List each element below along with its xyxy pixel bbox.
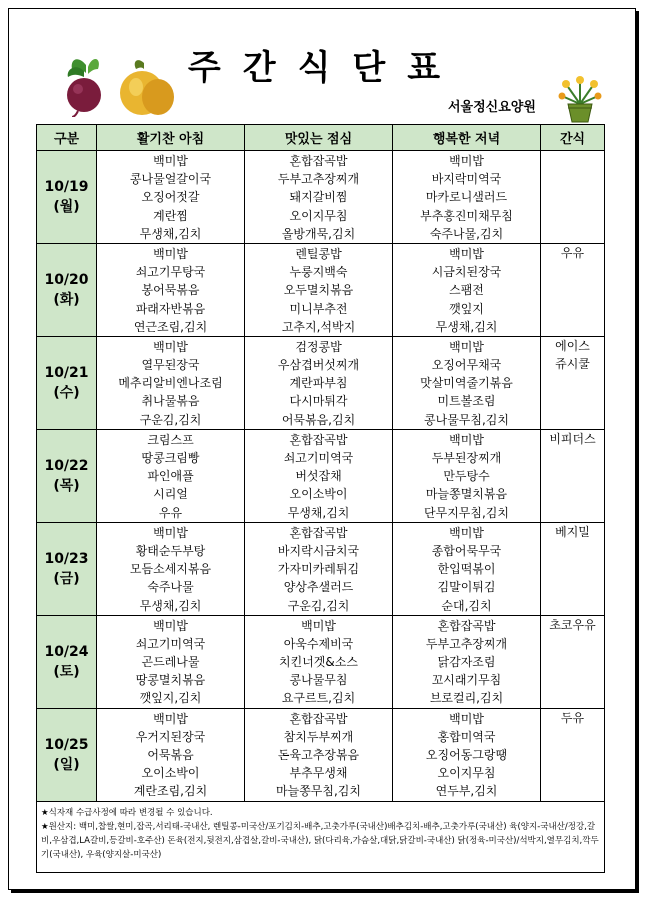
breakfast-cell xyxy=(97,336,245,429)
lunch-menu xyxy=(245,523,392,615)
menu-item: 우유 xyxy=(158,505,183,520)
menu-item: 스팸전 xyxy=(449,283,484,298)
menu-item: 크림스프 xyxy=(147,432,194,447)
menu-item: 계란조림,김치 xyxy=(133,784,208,799)
menu-item: 미니부추전 xyxy=(289,301,348,316)
table-row xyxy=(37,708,605,801)
menu-item: 백미밥 xyxy=(153,525,188,540)
menu-item: 오두멸치볶음 xyxy=(283,283,354,298)
menu-item: 콩나물얼갈이국 xyxy=(129,172,212,187)
table-row xyxy=(37,336,605,429)
menu-item: 홍합미역국 xyxy=(437,729,496,744)
date-cell xyxy=(37,708,97,801)
menu-item: 파인애플 xyxy=(147,469,194,484)
lunch-menu xyxy=(245,430,392,522)
snack-cell xyxy=(541,429,605,522)
snack-item: 에이스 xyxy=(555,338,590,353)
snack-cell xyxy=(541,151,605,244)
dinner-menu xyxy=(393,337,540,429)
table-row xyxy=(37,243,605,336)
lunch-cell xyxy=(245,336,393,429)
menu-item: 오이지무침 xyxy=(289,208,348,223)
menu-item: 오징어동그랑땡 xyxy=(425,748,508,762)
menu-item: 버섯잡채 xyxy=(295,469,342,484)
snack-item: 초코우유 xyxy=(549,617,596,632)
lunch-cell xyxy=(245,522,393,615)
menu-item: 두부된장찌개 xyxy=(431,451,502,465)
menu-item: 숙주나물 xyxy=(147,580,194,595)
menu-item: 한입떡볶이 xyxy=(437,562,496,577)
menu-item: 땅콩멸치볶음 xyxy=(135,673,206,688)
menu-item: 닭감자조림 xyxy=(437,655,496,670)
menu-item: 열무된장국 xyxy=(141,358,200,373)
breakfast-cell xyxy=(97,615,245,708)
menu-item: 아욱수제비국 xyxy=(283,636,354,651)
menu-item: 콩나물무침 xyxy=(289,673,348,688)
snack-cell xyxy=(541,243,605,336)
weekday-label: (화) xyxy=(53,291,80,308)
breakfast-menu xyxy=(97,337,244,429)
header-category: 구분 xyxy=(37,125,97,151)
breakfast-cell xyxy=(97,708,245,801)
date-cell xyxy=(37,336,97,429)
lunch-menu xyxy=(245,337,392,429)
breakfast-menu xyxy=(97,709,244,801)
weekday-label: (금) xyxy=(53,570,80,587)
menu-item: 연두부,김치 xyxy=(435,784,498,799)
menu-item: 곤드레나물 xyxy=(141,655,200,670)
origin-note: ★원산지: 백미,찹쌀,현미,잡곡,서리태-국내산, 렌틸콩-미국산/포기김치-배추,고춧가루(국내산)배추김치-배추,고춧가루(국내산) 육(양지-국내산/정강,갈비,우삼겹,LA갈비,등갈비-호주산) 돈육(전지,뒷전지,삼겹살,갈비-국내산), 닭(다리육,가슴살,대닭,닭갈비-국내산) 닭(정육-미국산)/석박지,열무김치,깍두기(국내산), 우육(양지살-미국산) xyxy=(41,821,599,860)
header-breakfast: 활기찬 아침 xyxy=(97,125,245,151)
menu-item: 렌틸콩밥 xyxy=(295,246,342,261)
menu-item: 맛살미역줄기볶음 xyxy=(420,376,513,391)
dinner-cell xyxy=(393,151,541,244)
menu-item: 깻잎지 xyxy=(449,301,484,316)
snack-item: 비피더스 xyxy=(549,431,596,446)
snack-cell xyxy=(541,615,605,708)
menu-item: 혼합잡곡밥 xyxy=(289,154,348,168)
header-dinner: 행복한 저녁 xyxy=(393,125,541,151)
menu-item: 백미밥 xyxy=(153,246,188,261)
menu-item: 돼지갈비찜 xyxy=(289,190,348,205)
menu-item: 가자미카레튀김 xyxy=(277,562,360,577)
menu-item: 혼합잡곡밥 xyxy=(437,618,496,633)
menu-item: 백미밥 xyxy=(153,339,188,354)
menu-item: 오징어젓갈 xyxy=(141,190,200,205)
flower-pot-icon xyxy=(556,74,604,124)
breakfast-cell xyxy=(97,429,245,522)
weekday-label: (목) xyxy=(53,477,80,494)
menu-item: 모듬소세지볶음 xyxy=(129,562,212,577)
menu-item: 깻잎지,김치 xyxy=(139,691,202,706)
menu-item: 마늘쫑무침,김치 xyxy=(276,784,361,799)
menu-item: 혼합잡곡밥 xyxy=(289,525,348,540)
dinner-cell xyxy=(393,522,541,615)
weekday-label: (수) xyxy=(53,384,80,401)
menu-item: 백미밥 xyxy=(301,618,336,633)
menu-item: 계란찜 xyxy=(153,208,188,223)
dinner-menu xyxy=(393,616,540,708)
snack-item: 쥬시쿨 xyxy=(555,356,590,371)
snack-item: 우유 xyxy=(560,245,585,260)
date-label: 10/19 xyxy=(44,178,89,195)
breakfast-menu xyxy=(97,244,244,336)
menu-item: 혼합잡곡밥 xyxy=(289,432,348,447)
snack-cell xyxy=(541,708,605,801)
menu-item: 두부고추장찌개 xyxy=(277,172,360,187)
snack-cell xyxy=(541,336,605,429)
menu-item: 백미밥 xyxy=(449,525,484,540)
menu-item: 연근조림,김치 xyxy=(133,319,208,334)
menu-item: 우삼겹버섯찌개 xyxy=(277,358,360,373)
menu-item: 백미밥 xyxy=(153,711,188,726)
lunch-cell xyxy=(245,429,393,522)
date-label: 10/20 xyxy=(44,271,89,288)
date-cell xyxy=(37,615,97,708)
organization-name: 서울정신요양원 xyxy=(448,100,536,115)
notes-cell xyxy=(37,801,605,872)
lunch-cell xyxy=(245,615,393,708)
menu-item: 무생채,김치 xyxy=(139,598,202,613)
menu-item: 숙주나물,김치 xyxy=(429,226,504,241)
dinner-cell xyxy=(393,243,541,336)
menu-item: 미트볼조림 xyxy=(437,394,496,409)
menu-item: 브로컬리,김치 xyxy=(429,691,504,706)
date-cell xyxy=(37,151,97,244)
menu-item: 올방개묵,김치 xyxy=(281,226,356,241)
date-label: 10/22 xyxy=(44,457,89,474)
menu-item: 참치두부찌개 xyxy=(283,729,354,744)
menu-item: 쇠고기미역국 xyxy=(135,636,206,651)
date-cell xyxy=(37,522,97,615)
menu-item: 시금치된장국 xyxy=(431,265,502,280)
breakfast-menu xyxy=(97,430,244,522)
menu-item: 구운김,김치 xyxy=(139,412,202,427)
menu-item: 무생채,김치 xyxy=(435,319,498,334)
menu-item: 누룽지백숙 xyxy=(289,265,348,280)
date-cell xyxy=(37,243,97,336)
date-label: 10/25 xyxy=(44,736,89,753)
menu-item: 부추무생채 xyxy=(289,766,348,781)
menu-item: 치킨너겟&소스 xyxy=(279,655,358,670)
menu-item: 단무지무침,김치 xyxy=(424,505,509,520)
menu-item: 오이지무침 xyxy=(437,766,496,781)
weekday-label: (월) xyxy=(53,198,80,215)
menu-item: 바지락미역국 xyxy=(431,172,502,187)
header-snack: 간식 xyxy=(541,125,605,151)
menu-item: 백미밥 xyxy=(449,246,484,261)
menu-item: 순대,김치 xyxy=(441,598,492,613)
table-row xyxy=(37,615,605,708)
snack-item: 두유 xyxy=(560,710,585,725)
menu-item: 취나물볶음 xyxy=(141,394,200,409)
date-label: 10/24 xyxy=(44,643,89,660)
menu-item: 꼬시래기무침 xyxy=(431,673,502,688)
menu-item: 어묵볶음,김치 xyxy=(281,412,356,427)
breakfast-menu xyxy=(97,151,244,243)
menu-item: 오징어무채국 xyxy=(431,358,502,373)
lunch-cell xyxy=(245,243,393,336)
dinner-menu xyxy=(393,523,540,615)
menu-item: 황태순두부탕 xyxy=(135,543,206,558)
dinner-cell xyxy=(393,429,541,522)
dinner-menu xyxy=(393,430,540,522)
menu-item: 백미밥 xyxy=(153,154,188,168)
menu-item: 두부고추장찌개 xyxy=(425,636,508,651)
menu-item: 콩나물무침,김치 xyxy=(424,412,509,427)
date-cell xyxy=(37,429,97,522)
menu-item: 어묵볶음 xyxy=(147,748,194,762)
date-label: 10/23 xyxy=(44,550,89,567)
dinner-cell xyxy=(393,708,541,801)
lunch-cell xyxy=(245,151,393,244)
menu-item: 쇠고기무탕국 xyxy=(135,265,206,280)
menu-item: 봉어묵볶음 xyxy=(141,283,200,298)
menu-item: 고추지,석박지 xyxy=(281,319,356,334)
lunch-menu xyxy=(245,244,392,336)
menu-item: 만두탕수 xyxy=(443,469,490,484)
table-row xyxy=(37,151,605,244)
menu-item: 시리얼 xyxy=(153,487,188,502)
menu-item: 백미밥 xyxy=(449,432,484,447)
menu-item: 백미밥 xyxy=(449,339,484,354)
menu-item: 마카로니샐러드 xyxy=(425,190,508,205)
menu-item: 백미밥 xyxy=(153,618,188,633)
menu-item: 양상추샐러드 xyxy=(283,580,354,595)
page-title: 주간식단표 xyxy=(187,48,463,88)
breakfast-cell xyxy=(97,243,245,336)
menu-item: 백미밥 xyxy=(449,154,484,168)
menu-item: 다시마튀각 xyxy=(289,394,348,409)
menu-item: 우거지된장국 xyxy=(135,729,206,744)
date-label: 10/21 xyxy=(44,364,89,381)
breakfast-menu xyxy=(97,616,244,708)
weekday-label: (토) xyxy=(53,663,80,680)
snack-cell xyxy=(541,522,605,615)
breakfast-cell xyxy=(97,151,245,244)
menu-item: 구운김,김치 xyxy=(287,598,350,613)
menu-item: 파래자반볶음 xyxy=(135,301,206,316)
breakfast-menu xyxy=(97,523,244,615)
menu-item: 백미밥 xyxy=(449,711,484,726)
dinner-cell xyxy=(393,336,541,429)
lunch-cell xyxy=(245,708,393,801)
menu-item: 마늘쫑멸치볶음 xyxy=(425,487,508,502)
menu-item: 오이소박이 xyxy=(289,487,348,502)
lunch-menu xyxy=(245,616,392,708)
lunch-menu xyxy=(245,709,392,801)
menu-item: 계란파부침 xyxy=(289,376,348,391)
menu-item: 오이소박이 xyxy=(141,766,200,781)
weekly-menu-table xyxy=(36,124,605,873)
menu-item: 요구르트,김치 xyxy=(281,691,356,706)
menu-item: 바지락시금치국 xyxy=(277,543,360,558)
dinner-menu xyxy=(393,151,540,243)
table-row xyxy=(37,429,605,522)
breakfast-cell xyxy=(97,522,245,615)
table-header-row xyxy=(37,125,605,151)
menu-item: 땅콩크림빵 xyxy=(141,451,200,465)
menu-item: 혼합잡곡밥 xyxy=(289,711,348,726)
menu-item: 쇠고기미역국 xyxy=(283,451,354,465)
lunch-menu xyxy=(245,151,392,243)
notes-row xyxy=(37,801,605,872)
menu-item: 부추홍진미채무침 xyxy=(420,208,513,223)
menu-item: 김말이튀김 xyxy=(437,580,496,595)
weekday-label: (일) xyxy=(53,756,80,773)
menu-item: 메추리알비엔나조림 xyxy=(118,376,223,391)
dinner-menu xyxy=(393,244,540,336)
supply-note: ★식자재 수급사정에 따라 변경될 수 있습니다. xyxy=(41,807,213,818)
header-lunch: 맛있는 점심 xyxy=(245,125,393,151)
menu-item: 종합어묵무국 xyxy=(431,543,502,558)
snack-item: 베지밀 xyxy=(555,524,590,539)
dinner-menu xyxy=(393,709,540,801)
table-row xyxy=(37,522,605,615)
menu-item: 검정콩밥 xyxy=(295,339,342,354)
vegetable-illustration xyxy=(58,55,188,117)
dinner-cell xyxy=(393,615,541,708)
menu-item: 무생채,김치 xyxy=(139,226,202,241)
menu-item: 무생채,김치 xyxy=(287,505,350,520)
menu-item: 돈육고추장볶음 xyxy=(277,748,360,762)
